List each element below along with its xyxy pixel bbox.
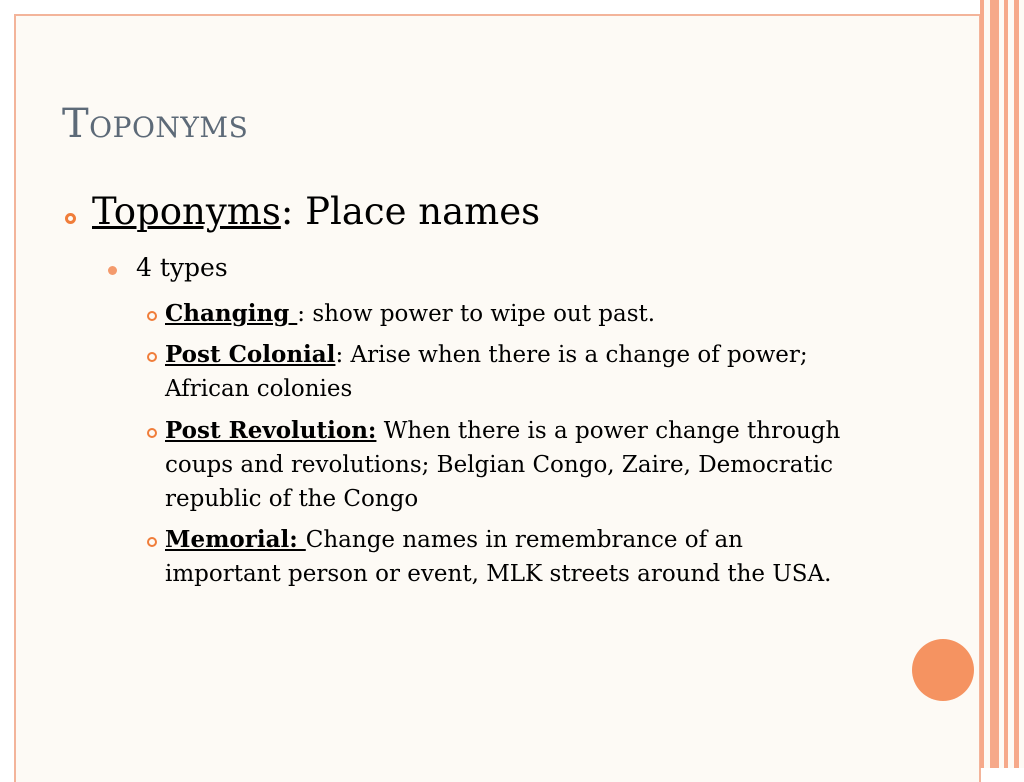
- item-description: Change names in remembrance of an important person or event, MLK streets around the USA.: [165, 527, 832, 587]
- term-post-colonial: Post Colonial: [165, 341, 336, 368]
- item-description: : Arise when there is a change of power; African colonies: [165, 342, 808, 402]
- bullet-level2: 4 types: [136, 253, 228, 282]
- list-item: [165, 523, 865, 591]
- term-toponyms: Toponyms: [92, 190, 281, 233]
- list-item: [165, 414, 865, 516]
- list-item: [165, 297, 865, 331]
- list-item: [165, 338, 865, 406]
- term-post-revolution: Post Revolution:: [165, 417, 377, 444]
- item-description: : show power to wipe out past.: [297, 301, 656, 327]
- bullet-circle-icon: [147, 311, 157, 321]
- bullet-circle-icon: [147, 352, 157, 362]
- bullet-circle-icon: [65, 213, 76, 224]
- term-memorial: Memorial:: [165, 526, 306, 553]
- term-changing: Changing: [165, 300, 298, 327]
- bullet-level1: [92, 192, 540, 233]
- bullet-dot-icon: [108, 266, 117, 275]
- bullet-circle-icon: [147, 537, 157, 547]
- bullet-level1-text: : Place names: [280, 190, 541, 233]
- circle-decoration: [912, 639, 974, 701]
- bullet-circle-icon: [147, 428, 157, 438]
- slide-title: Toponyms: [62, 101, 249, 147]
- item-description: When there is a power change through coups and revolutions; Belgian Congo, Zaire, Democratic republic of the Congo: [165, 418, 841, 512]
